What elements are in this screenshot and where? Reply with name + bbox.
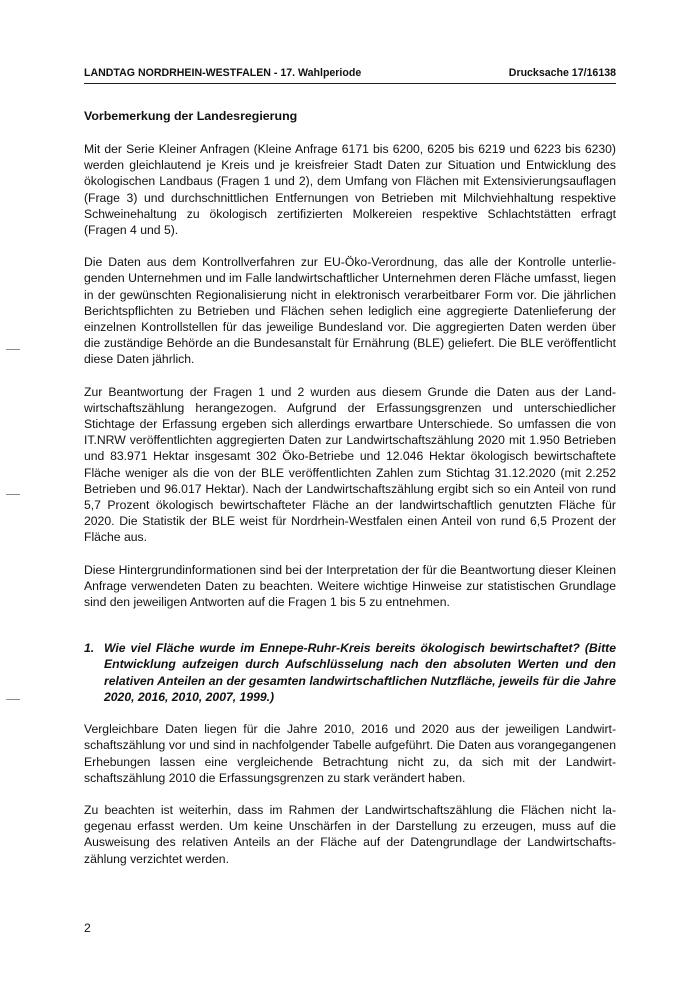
intro-paragraph: Die Daten aus dem Kontrollverfahren zur EU-Öko-Verordnung, das alle der Kontrolle unterliegenden Unternehmen und im Falle landwirtschaftlicher Unternehmen deren Fläche umfasst, liegen in der gewünschten Regionalisierung nicht in elektronisch verarbeitbarer Form vor. Die jährlichen Berichtspflichten zu Betrieben und Flächen sehen lediglich eine aggregierte Datenlieferung der einzelnen Kontrollstellen für das jeweilige Bundesland vor. Die aggregierten Daten werden über die zuständige Behörde an die Bundesanstalt für Ernährung (BLE) geliefert. Die BLE veröffentlicht diese Daten jährlich.: [84, 255, 616, 367]
intro-paragraph: Mit der Serie Kleiner Anfragen (Kleine Anfrage 6171 bis 6200, 6205 bis 6219 und 6223 bis 6230) werden gleichlautend je Kreis und je kreisfreier Stadt Daten zur Situation und Entwicklung des ökologischen Landbaus (Fragen 1 und 2), dem Umfang von Flächen mit Extensivierungsauflagen (Frage 3) und durchschnittlichen Entfernungen von Betrieben mit Milchviehhaltung respektive Schweinehaltung zu ökologisch zertifizierten Molkereien respektive Schlachtstätten erfragt (Fragen 4 und 5).: [84, 142, 616, 238]
margin-mark: [6, 349, 20, 350]
header-parliament: LANDTAG NORDRHEIN-WESTFALEN - 17. Wahlperiode: [84, 67, 362, 79]
header-divider: [84, 83, 616, 84]
page-number: 2: [84, 921, 91, 935]
answer-paragraph: Vergleichbare Daten liegen für die Jahre 2010, 2016 und 2020 aus der jeweiligen Landwirtschaftszählung vor und sind in nachfolgender Tabelle aufgeführt. Die Daten aus vorangegangenen Erhebungen lassen eine vergleichende Betrachtung nicht zu, da sich mit der Landwirtschaftszählung 2010 die Erfassungsgrenzen zu stark verändert haben.: [84, 722, 616, 785]
header-document-number: Drucksache 17/16138: [508, 67, 616, 79]
answer-paragraph: Zu beachten ist weiterhin, dass im Rahmen der Landwirtschaftszählung die Flächen nicht lagegenau erfasst werden. Um keine Unschärfen in der Darstellung zu erzeugen, muss auf die Ausweisung des relativen Anteils an der Fläche auf der Datengrundlage der Landwirtschaftszählung verzichtet werden.: [84, 802, 616, 866]
intro-paragraph: Diese Hintergrundinformationen sind bei der Interpretation der für die Beantwortung dieser Kleinen Anfrage verwendeten Daten zu beachten. Weitere wichtige Hinweise zur statistischen Grundlage sind den jeweiligen Antworten auf die Fragen 1 bis 5 zu entnehmen.: [84, 562, 616, 610]
section-title: Vorbemerkung der Landesregierung: [84, 109, 298, 123]
margin-mark: [6, 494, 20, 495]
intro-paragraph: Zur Beantwortung der Fragen 1 und 2 wurden aus diesem Grunde die Daten aus der Landwirtschaftszählung herangezogen. Aufgrund der Erfassungsgrenzen und unterschiedlicher Stichtage der Erfassung ergeben sich allerdings erwartbare Unterschiede. So umfassen die von IT.NRW veröffentlichten aggregierten Daten zur Landwirtschaftszählung 2020 mit 1.950 Betrieben und 83.971 Hektar insgesamt 302 Öko-Betriebe und 12.046 Hektar ökologisch bewirtschaftete Fläche weniger als die von der BLE veröffentlichten Zahlen zum Stichtag 31.12.2020 (mit 2.252 Betrieben und 96.017 Hektar). Nach der Landwirtschaftszählung ergibt sich so ein Anteil von rund 5,7 Prozent ökologisch bewirtschafteter Fläche an der landwirtschaftlich genutzten Fläche für 2020. Die Statistik der BLE weist für Nordrhein-Westfalen einen Anteil von rund 6,5 Prozent der Fläche aus.: [84, 384, 616, 545]
question-number: 1.: [84, 641, 95, 656]
question-text: Wie viel Fläche wurde im Ennepe-Ruhr-Kreis bereits ökologisch bewirtschaftet? (Bitte Entwicklung aufzeigen durch Aufschlüsselung nach den absoluten Werten und den relativen Anteilen an der gesamten landwirtschaftlichen Nutzfläche, jeweils für die Jahre 2020, 2016, 2010, 2007, 1999.): [104, 641, 616, 704]
document-body: [84, 108, 616, 883]
page-header: [84, 66, 616, 80]
margin-mark: [6, 699, 20, 700]
question-1: [84, 640, 616, 705]
